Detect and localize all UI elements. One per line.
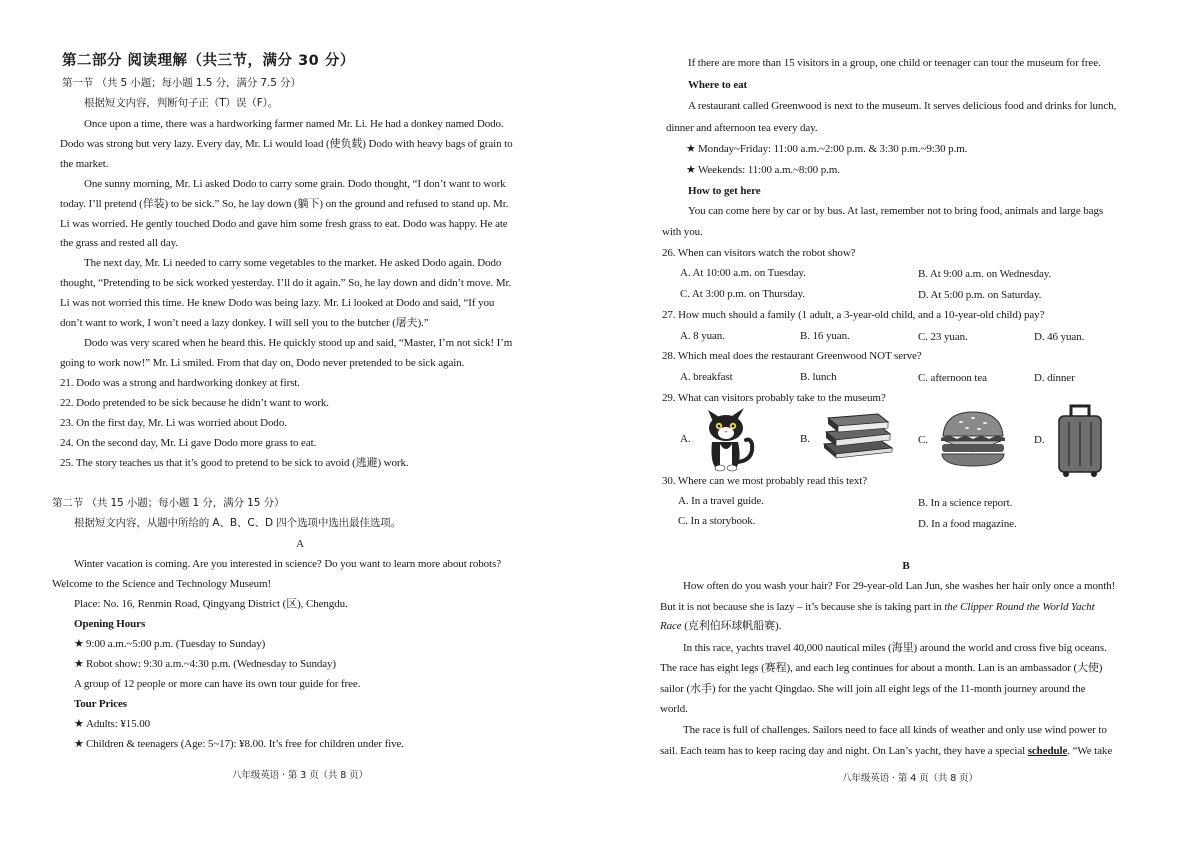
story-line: The next day, Mr. Li needed to carry some vegetables to the market. He asked Dodo again. Dodo: [84, 257, 502, 269]
question-27: 27. How much should a family (1 adult, a 3-year-old child, and a 10-year-old child) pay?: [662, 309, 1045, 321]
option: B. 16 yuan.: [800, 330, 850, 342]
passage-line: [660, 745, 1112, 758]
eat-hours-text: Monday~Friday: 11:00 a.m.~2:00 p.m. & 3:30 p.m.~9:30 p.m.: [698, 143, 968, 155]
option-label: A.: [680, 433, 691, 445]
option: D. At 5:00 p.m. on Saturday.: [918, 289, 1042, 301]
option: C. afternoon tea: [918, 372, 987, 384]
statement-23: 23. On the first day, Mr. Li was worried about Dodo.: [60, 417, 287, 429]
star-bullet-icon: ★: [74, 738, 84, 750]
opening-hours-item: [74, 638, 265, 651]
section1-instruction: 根据短文内容，判断句子正（T）误（F）。: [84, 97, 279, 109]
option: D. 46 yuan.: [1034, 331, 1085, 343]
option-label: B.: [800, 433, 810, 445]
free-note: If there are more than 15 visitors in a group, one child or teenager can tour the museum for free.: [688, 57, 1101, 69]
hamburger-icon: [937, 408, 1009, 470]
tour-prices-title: Tour Prices: [74, 698, 127, 710]
option: D. In a food magazine.: [918, 518, 1017, 530]
statement-25: 25. The story teaches us that it’s good to pretend to be sick to avoid (逃避) work.: [60, 457, 409, 469]
passage-line: In this race, yachts travel 40,000 nautical miles (海里) around the world and cross five big oceans.: [683, 642, 1107, 654]
story-line: the grass and rested all day.: [60, 237, 178, 249]
passage-line: [660, 620, 781, 633]
tour-price-item: [74, 718, 150, 731]
star-bullet-icon: ★: [686, 143, 696, 155]
part-title: 第二部分 阅读理解（共三节，满分 30 分）: [62, 53, 355, 69]
star-bullet-icon: ★: [74, 718, 84, 730]
opening-hours-item: [74, 658, 336, 671]
section2-instruction: 根据短文内容，从题中所给的 A、B、C、D 四个选项中选出最佳选项。: [74, 517, 402, 529]
passage-line: The race has eight legs (赛程), and each leg continues for about a month. Lan is an ambassador (大使): [660, 662, 1103, 674]
option: B. In a science report.: [918, 497, 1013, 509]
story-line: One sunny morning, Mr. Li asked Dodo to carry some grain. Dodo thought, “I don’t want to work: [84, 178, 506, 190]
where-to-eat-title: Where to eat: [688, 79, 748, 91]
story-line: today. I’ll pretend (佯装) to be sick.” So, he lay down (躺下) on the ground and refused to stand up. Mr.: [60, 198, 509, 210]
passage-line: The race is full of challenges. Sailors need to face all kinds of weather and only use wind power to: [683, 724, 1107, 736]
group-note: A group of 12 people or more can have its own tour guide for free.: [74, 678, 361, 690]
get-line: You can come here by car or by bus. At last, remember not to bring food, animals and large bags: [688, 205, 1104, 217]
opening-hours-title: Opening Hours: [74, 618, 146, 630]
get-line: with you.: [662, 226, 703, 238]
passage-a-label: A: [296, 538, 304, 550]
passage-b-label: B: [902, 560, 910, 572]
statement-24: 24. On the second day, Mr. Li gave Dodo more grass to eat.: [60, 437, 317, 449]
option: A. 8 yuan.: [680, 330, 725, 342]
passage-text: . “We take: [1067, 745, 1113, 757]
option: A. In a travel guide.: [678, 495, 764, 507]
option-label: C.: [918, 434, 928, 446]
place-line: Place: No. 16, Renmin Road, Qingyang District (区), Chengdu.: [74, 598, 348, 610]
books-icon: [818, 410, 896, 460]
eat-line: dinner and afternoon tea every day.: [666, 122, 818, 134]
tour-price-text: Children & teenagers (Age: 5~17): ¥8.00. It’s free for children under five.: [86, 738, 404, 750]
option-label: D.: [1034, 434, 1045, 446]
question-26: 26. When can visitors watch the robot show?: [662, 247, 856, 259]
question-30: 30. Where can we most probably read this text?: [662, 475, 868, 487]
right-page: [600, 0, 1200, 849]
story-line: Li was worried. He gently touched Dodo and gave him some fresh grass to eat. Dodo was happy. He ate: [60, 218, 508, 230]
passage-text: (克利伯环球帆船赛).: [681, 620, 782, 632]
star-bullet-icon: ★: [686, 164, 696, 176]
intro-line: Winter vacation is coming. Are you interested in science? Do you want to learn more about robots?: [74, 558, 501, 570]
question-28: 28. Which meal does the restaurant Greenwood NOT serve?: [662, 350, 922, 362]
option: B. At 9:00 a.m. on Wednesday.: [918, 268, 1052, 280]
passage-line: sailor (水手) for the yacht Qingdao. She will join all eight legs of the 11-month journey around the: [660, 683, 1086, 695]
passage-line: How often do you wash your hair? For 29-year-old Lan Jun, she washes her hair only once a month!: [683, 580, 1116, 592]
opening-hours-text: Robot show: 9:30 a.m.~4:30 p.m. (Wednesday to Sunday): [86, 658, 336, 670]
suitcase-icon: [1055, 404, 1105, 478]
option: D. dinner: [1034, 372, 1075, 384]
passage-line: [660, 601, 1095, 614]
eat-hours-item: [686, 143, 967, 156]
option: B. lunch: [800, 371, 837, 383]
intro-line: Welcome to the Science and Technology Museum!: [52, 578, 272, 590]
statement-22: 22. Dodo pretended to be sick because he didn’t want to work.: [60, 397, 329, 409]
opening-hours-text: 9:00 a.m.~5:00 p.m. (Tuesday to Sunday): [86, 638, 266, 650]
star-bullet-icon: ★: [74, 638, 84, 650]
story-line: Once upon a time, there was a hardworking farmer named Mr. Li. He had a donkey named Dodo.: [84, 118, 504, 130]
story-line: the market.: [60, 158, 109, 170]
eat-line: A restaurant called Greenwood is next to the museum. It serves delicious food and drinks for lunch,: [688, 100, 1117, 112]
story-line: Dodo was very scared when he heard this. He quickly stood up and said, “Master, I’m not sick! I’m: [84, 337, 513, 349]
story-line: Li was not worried this time. He knew Dodo was being lazy. Mr. Li looked at Dodo and said, “If you: [60, 297, 495, 309]
eat-hours-item: [686, 164, 840, 177]
story-line: Dodo was strong but very lazy. Every day, Mr. Li would load (使负载) Dodo with heavy bags of grain to: [60, 138, 513, 150]
statement-21: 21. Dodo was a strong and hardworking donkey at first.: [60, 377, 300, 389]
tour-price-text: Adults: ¥15.00: [86, 718, 150, 730]
underlined-word: schedule: [1027, 745, 1068, 757]
section2-heading: 第二节 （共 15 小题；每小题 1 分，满分 15 分）: [52, 497, 285, 509]
page-footer: 八年级英语 · 第 3 页（共 8 页）: [232, 770, 368, 781]
passage-text: sail. Each team has to keep racing day and night. On Lan’s yacht, they have a special: [660, 745, 1028, 757]
option: A. At 10:00 a.m. on Tuesday.: [680, 267, 806, 279]
story-line: thought, “Pretending to be sick worked yesterday. I’ll do it again.” So, he lay down and didn’t move. Mr.: [60, 277, 512, 289]
race-name-italic: the Clipper Round the World Yacht: [944, 601, 1095, 613]
tour-price-item: [74, 738, 404, 751]
option: C. In a storybook.: [678, 515, 756, 527]
cat-icon: [700, 404, 760, 472]
option: A. breakfast: [680, 371, 733, 383]
section1-heading: 第一节 （共 5 小题；每小题 1.5 分，满分 7.5 分）: [62, 77, 301, 89]
option: C. At 3:00 p.m. on Thursday.: [680, 288, 805, 300]
eat-hours-text: Weekends: 11:00 a.m.~8:00 p.m.: [698, 164, 840, 176]
page-footer: 八年级英语 · 第 4 页（共 8 页）: [842, 773, 978, 784]
star-bullet-icon: ★: [74, 658, 84, 670]
question-29: 29. What can visitors probably take to the museum?: [662, 392, 886, 404]
race-name-italic: Race: [660, 620, 682, 632]
how-to-get-title: How to get here: [688, 185, 761, 197]
story-line: going to work now!” Mr. Li smiled. From that day on, Dodo never pretended to be sick again.: [60, 357, 465, 369]
option: C. 23 yuan.: [918, 331, 968, 343]
passage-line: world.: [660, 703, 688, 715]
story-line: don’t want to work, I won’t need a lazy donkey. I will sell you to the butcher (屠夫).”: [60, 317, 429, 329]
passage-text: But it is not because she is lazy – it’s because she is taking part in: [660, 601, 945, 613]
